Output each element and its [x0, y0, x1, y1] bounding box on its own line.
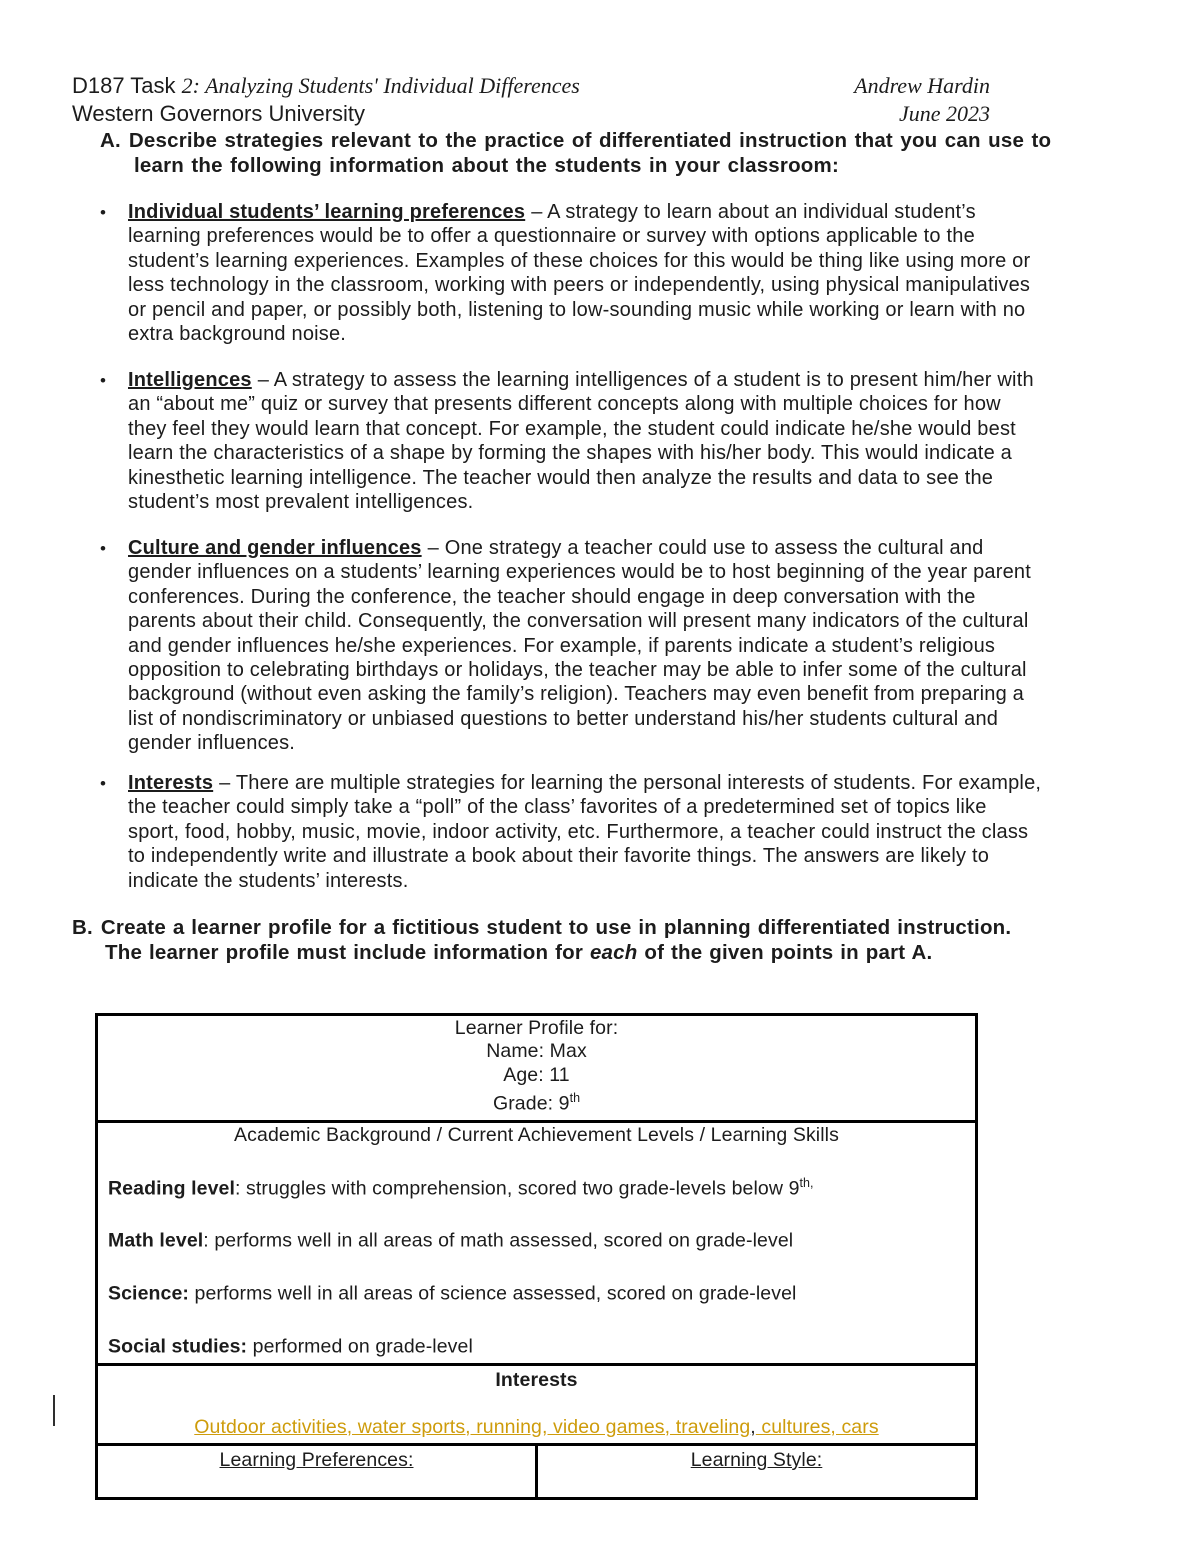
strategy-text — [128, 771, 1043, 893]
section-a-heading — [100, 129, 1079, 178]
strategy-text — [128, 200, 1043, 346]
interests-list — [108, 1416, 965, 1439]
strategy-term: Interests — [128, 772, 214, 794]
student-age: Age: 11 — [503, 1063, 570, 1086]
subject-label: Science: — [108, 1282, 190, 1305]
student-grade — [108, 1087, 965, 1116]
academic-cell — [97, 1122, 977, 1365]
document-title — [72, 72, 580, 100]
bullet-icon: • — [100, 774, 107, 793]
bullet-icon: • — [100, 203, 107, 222]
student-grade-text: Grade: 9 — [492, 1092, 570, 1115]
strategy-item-culture-gender — [100, 536, 1062, 756]
interests-text-gold: cultures, cars — [755, 1415, 879, 1438]
section-b-heading-text — [101, 916, 1011, 964]
academic-row — [97, 1122, 977, 1365]
learner-profile-table — [95, 1013, 978, 1500]
course-code: D187 Task — [72, 73, 182, 98]
section-b-each-italic: each — [589, 940, 638, 964]
learning-preferences-cell — [97, 1444, 537, 1498]
strategy-item-interests — [100, 771, 1062, 893]
social-studies-line — [108, 1330, 965, 1359]
strategy-text — [128, 536, 1043, 756]
change-bar — [53, 1395, 55, 1426]
strategy-text — [128, 368, 1043, 514]
academic-title: Academic Background / Current Achievement Levels / Learning Skills — [234, 1124, 839, 1147]
subject-text: performs well in all areas of science assessed, scored on grade-level — [189, 1282, 797, 1305]
task-number: 2: — [181, 73, 206, 98]
institution-name: Western Governors University — [72, 100, 366, 126]
interests-title: Interests — [495, 1369, 578, 1392]
section-a-letter: A. — [100, 129, 121, 152]
section-b-text-before: Create a learner profile for a fictitious student to use in planning differentiated instruction. The learner profile must include information for — [100, 916, 1012, 964]
section-a-heading-text: Describe strategies relevant to the practice of differentiated instruction that you can use to learn the following information about the students in your classroom: — [128, 129, 1052, 177]
strategy-term: Culture and gender influences — [128, 537, 422, 559]
learning-preferences-label: Learning Preferences: — [219, 1448, 414, 1471]
interests-text-gold: Outdoor activities, water sports, running, video games, traveling — [194, 1415, 751, 1438]
strategy-description: – There are multiple strategies for learning the personal interests of students. For example, the teacher could simply take a “poll” of the class’ favorites of a predetermined set of topics like sport, food, hobby, music, movie, indoor activity, etc. Furthermore, a teacher could instruct the class to independently write and illustrate a book about their favorite things. The answers are likely to indicate the students’ interests. — [128, 772, 1042, 892]
science-line — [108, 1277, 965, 1306]
bullet-icon: • — [100, 371, 107, 390]
strategy-description: – One strategy a teacher could use to assess the cultural and gender influences on a students’ learning experiences would be to host beginning of the year parent conferences. During the conference, the teacher should engage in deep conversation with the parents about their child. Consequently, the conversation will present many indicators of the cultural and gender influences he/she experiences. For example, if parents indicate a student’s religious opposition to celebrating birthdays or holidays, the teacher may be able to infer some of the cultural background (without even asking the family’s religion). Teachers may even benefit from preparing a list of nondiscriminatory or unbiased questions to better understand his/her students cultural and gender influences. — [128, 537, 1031, 755]
author-name: Andrew Hardin — [854, 73, 990, 98]
profile-header-cell — [97, 1015, 977, 1122]
subject-superscript: th, — [799, 1175, 814, 1190]
subject-label: Math level — [108, 1229, 204, 1252]
profile-title: Learner Profile for: — [454, 1017, 619, 1039]
strategy-description: – A strategy to assess the learning intelligences of a student is to present him/her with an “about me” quiz or survey that presents different concepts along with multiple choices for how they feel they would learn that concept. For example, the student could indicate he/she would best learn the characteristics of a shape by forming the shapes with his/her body. This would indicate a kinesthetic learning intelligence. The teacher would then analyze the results and data to see the student’s most prevalent intelligences. — [128, 369, 1034, 514]
date-text: June 2023 — [898, 100, 990, 126]
interests-cell — [97, 1365, 977, 1445]
profile-footer-row — [97, 1444, 977, 1498]
subject-label: Social studies: — [108, 1335, 248, 1358]
grade-superscript: th — [569, 1091, 581, 1106]
subject-text: : struggles with comprehension, scored two grade-levels below 9 — [235, 1177, 800, 1200]
strategy-item-intelligences — [100, 368, 1062, 514]
header-row-1 — [72, 72, 990, 100]
strategy-item-learning-preferences — [100, 200, 1062, 346]
learning-style-label: Learning Style: — [690, 1448, 823, 1471]
header-row-2 — [72, 100, 990, 128]
learning-style-cell — [537, 1444, 977, 1498]
section-b-letter: B. — [72, 916, 93, 939]
strategy-term: Intelligences — [128, 369, 252, 391]
profile-header-row — [97, 1015, 977, 1122]
section-b-text-after: of the given points in part A. — [637, 940, 933, 964]
student-name: Name: Max — [486, 1040, 587, 1063]
strategy-term: Individual students’ learning preferences — [128, 201, 526, 223]
section-b-heading — [72, 916, 1055, 965]
subject-label: Reading level — [108, 1177, 236, 1200]
interests-comma-dark: , — [750, 1415, 756, 1438]
strategy-description: – A strategy to learn about an individual student’s learning preferences would be to offer a questionnaire or survey with options applicable to the student’s learning experiences. Examples of these choices for this would be thing like using more or less technology in the classroom, working with peers or independently, using physical manipulatives or pencil and paper, or possibly both, listening to low-sounding music while working or learn with no extra background noise. — [128, 201, 1031, 346]
reading-level-line — [108, 1172, 965, 1201]
task-title-italic: Analyzing Students' Individual Differences — [205, 73, 580, 98]
document-header — [72, 72, 990, 127]
interests-row — [97, 1365, 977, 1445]
bullet-icon: • — [100, 539, 107, 558]
subject-text: performed on grade-level — [247, 1335, 473, 1358]
math-level-line — [108, 1224, 965, 1253]
subject-text: : performs well in all areas of math assessed, scored on grade-level — [203, 1229, 794, 1252]
